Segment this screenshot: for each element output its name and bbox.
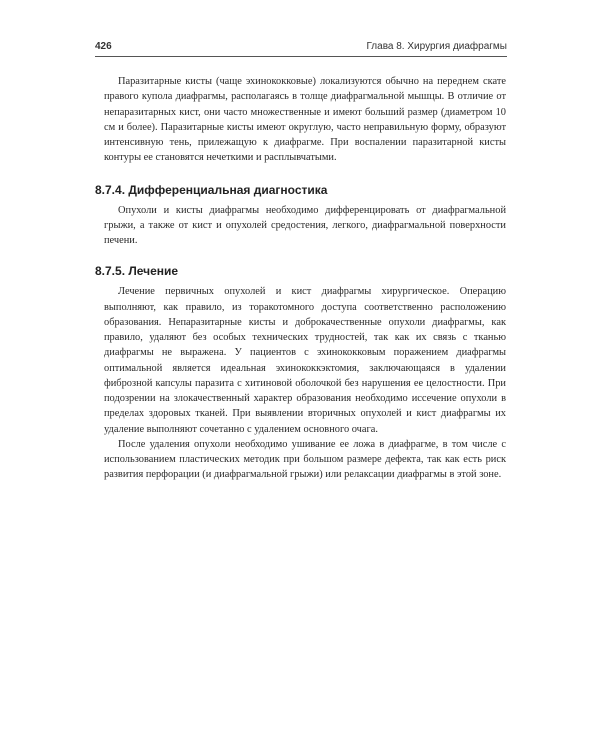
- intro-paragraph: Паразитарные кисты (чаще эхинококковые) локализуются обычно на переднем скате правого купола диафрагмы, располагаясь в толще диафрагмальной мышцы. В отличие от непаразитарных кист, они часто множественные и имеют больший размер (диаметром 10 см и более). Паразитарные кисты имеют округлую, часто неправильную форму, образуют интенсивную тень, прилежащую к диафрагме. При воспалении паразитарной кисты контуры ее становятся нечеткими и расплывчатыми.: [104, 76, 506, 164]
- page-body: [95, 74, 506, 483]
- page-number: 426: [95, 41, 112, 52]
- treatment-paragraph-2: После удаления опухоли необходимо ушивание ее ложа в диафрагме, в том числе с использованием пластических методик при большом размере дефекта, так как есть риск развития перфорации (и диафрагмальной грыжи) или релаксации диафрагмы в этой зоне.: [104, 438, 506, 481]
- differential-diagnosis-paragraph: Опухоли и кисты диафрагмы необходимо дифференцировать от диафрагмальной грыжи, а также от кист и опухолей средостения, легкого, диафрагмальной поверхности печени.: [104, 204, 506, 246]
- header-rule: [95, 56, 507, 57]
- running-head: Глава 8. Хирургия диафрагмы: [366, 41, 507, 52]
- section-heading-differential-diagnosis: 8.7.4. Дифференциальная диагностика: [95, 182, 328, 197]
- treatment-paragraph-1: Лечение первичных опухолей и кист диафрагмы хирургическое. Операцию выполняют, как правило, из торакотомного доступа соответственно расположению образования. Непаразитарные кисты и доброкачественные опухоли диафрагмы, как правило, удаляют без особых технических трудностей, так как их связь с тканью диафрагмы не выражена. У пациентов с эхинококковым поражением диафрагмы оптимальной является идеальная эхинококкэктомия, заключающаяся в удалении фиброзной капсулы паразита с хитиновой оболочкой без нарушения ее целостности. При подозрении на злокачественный характер образования необходимо иссечение опухоли в пределах здоровых тканей. При выявлении вторичных опухолей и кист диафрагмы их удаление выполняют сочетанно с удалением основного очага.: [104, 286, 506, 435]
- section-heading-treatment: 8.7.5. Лечение: [95, 264, 179, 279]
